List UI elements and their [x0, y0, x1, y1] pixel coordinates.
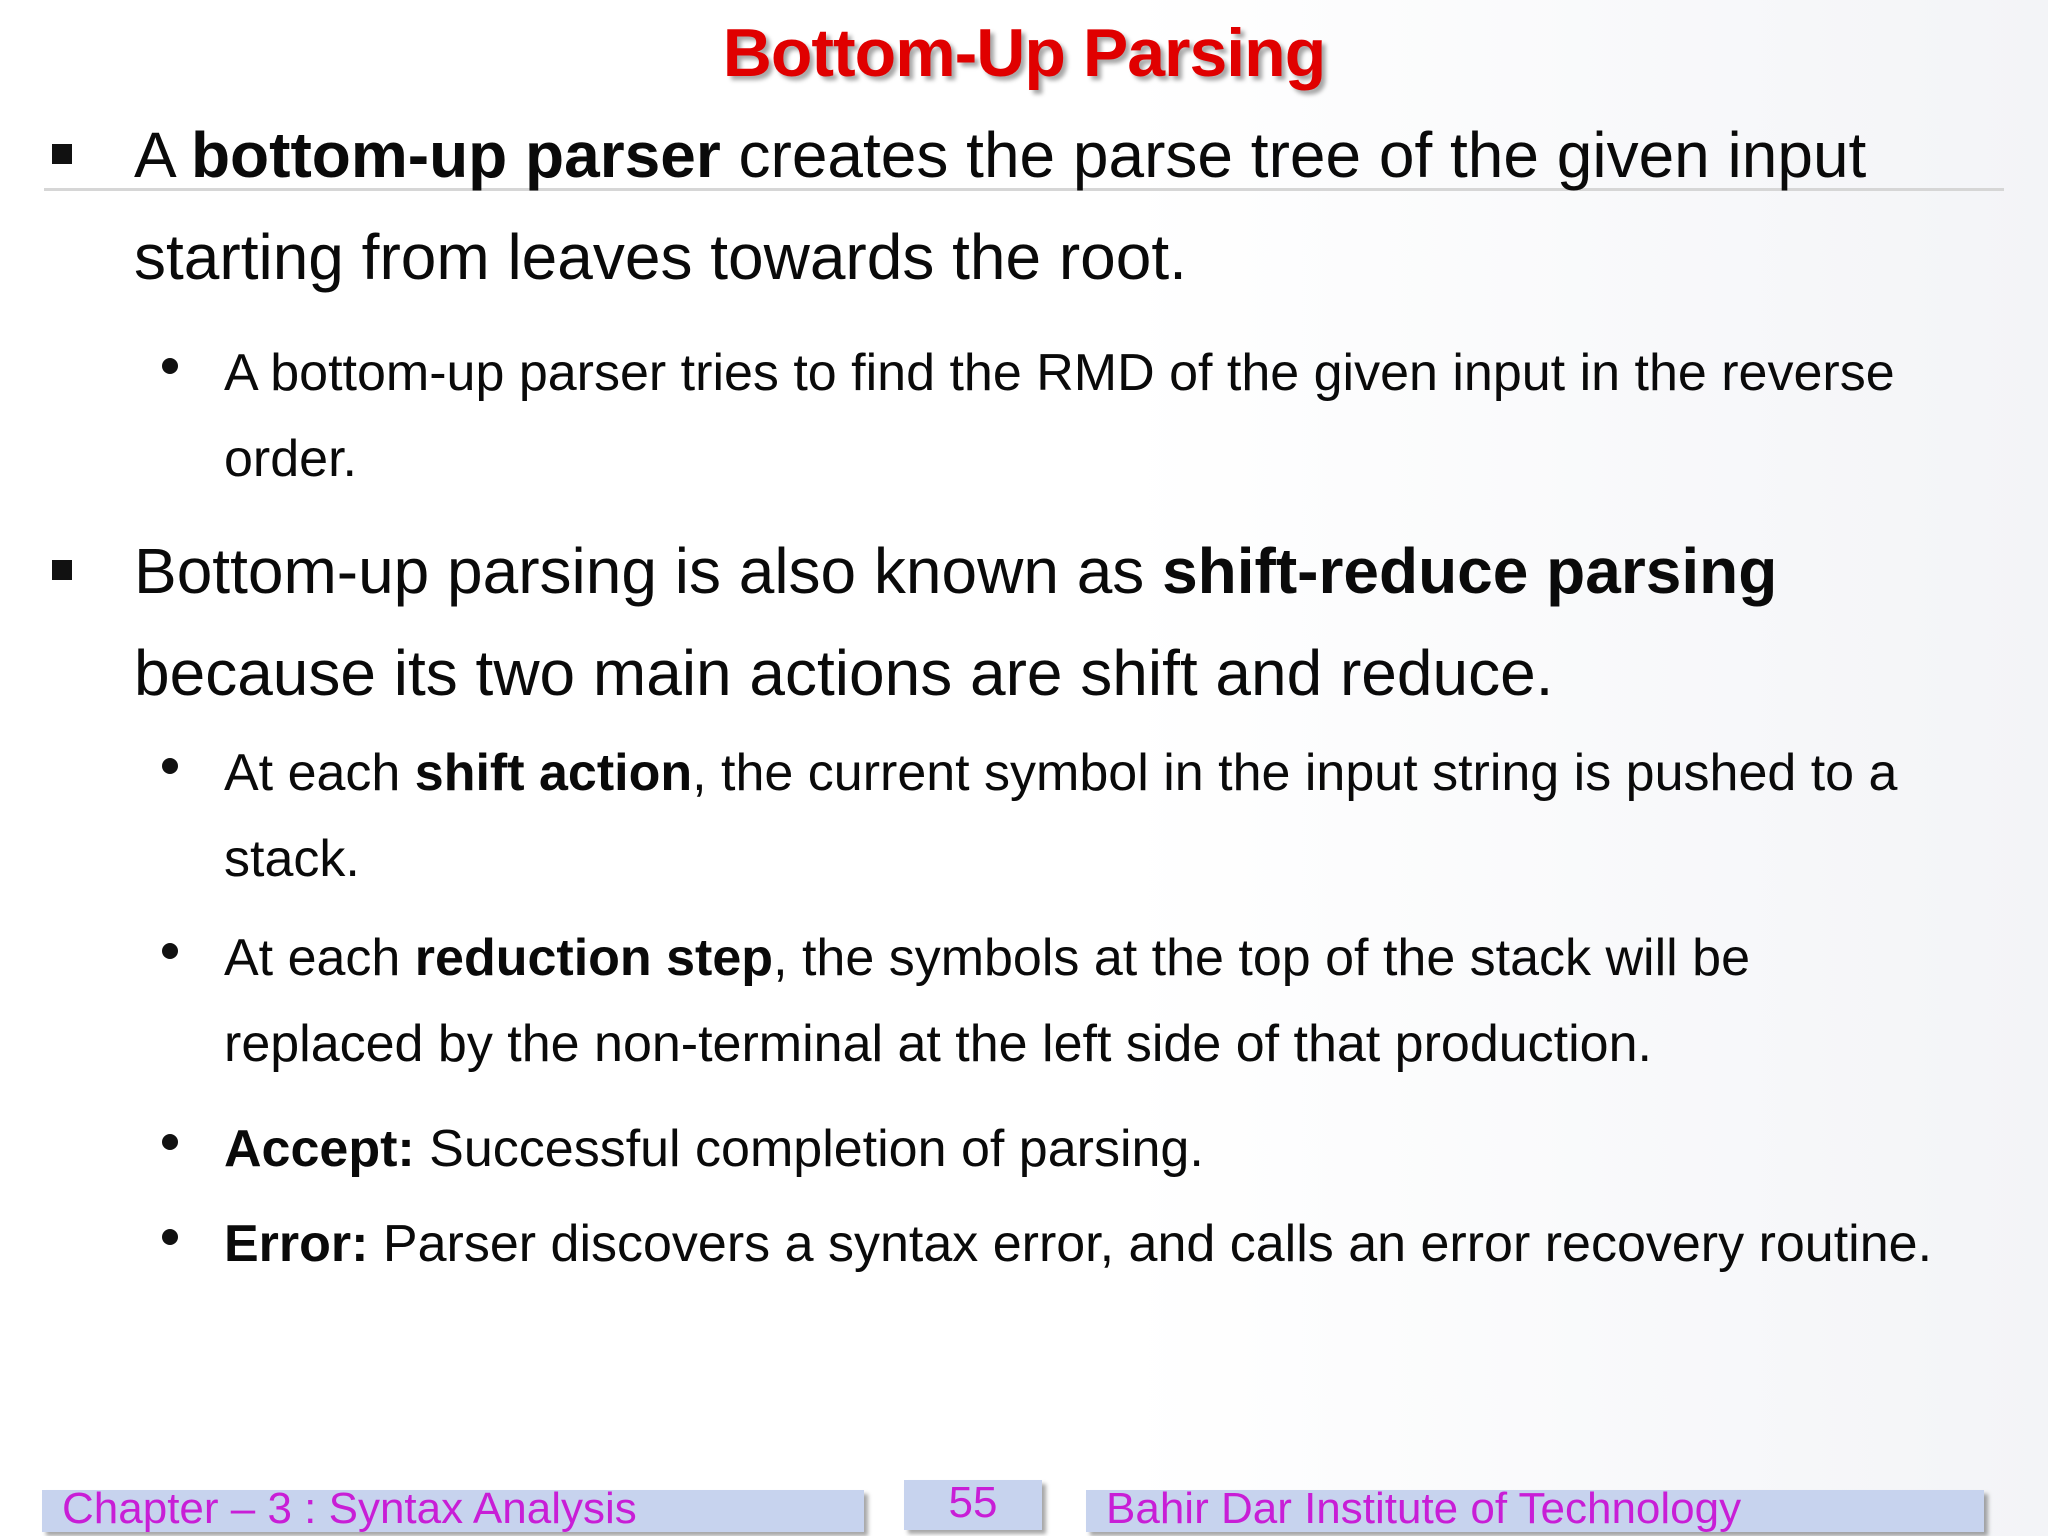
square-bullet-icon [52, 560, 72, 580]
subbullet-reduction-step [224, 915, 1944, 1087]
round-bullet-icon [162, 358, 178, 374]
subbullet-bold-term: shift action [414, 744, 693, 802]
round-bullet-icon [162, 1134, 178, 1150]
footer-chapter: Chapter – 3 : Syntax Analysis [62, 1484, 637, 1533]
subbullet-bold-term: Accept: [224, 1120, 415, 1178]
bullet-text: Bottom-up parsing is also known as [134, 535, 1163, 607]
bullet-text: because its two main actions are shift and reduce. [134, 637, 1554, 709]
subbullet-shift-action [224, 730, 1944, 902]
bullet-text: A [134, 119, 191, 191]
bullet-bold-term: shift-reduce parsing [1162, 535, 1778, 607]
bullet-bottom-up-parser [134, 104, 1974, 308]
subbullet-accept [224, 1106, 1944, 1192]
round-bullet-icon [162, 943, 178, 959]
subbullet-bold-term: Error: [224, 1215, 369, 1273]
subbullet-text: At each [224, 744, 415, 802]
subbullet-text: A bottom-up parser tries to find the RMD of the given input in the reverse order. [224, 344, 1895, 488]
footer-institute: Bahir Dar Institute of Technology [1106, 1484, 1742, 1533]
subbullet-rmd [224, 330, 1944, 502]
square-bullet-icon [52, 144, 72, 164]
bullet-text: creates the parse tree of the given input starting from leaves towards the root. [134, 119, 1867, 293]
page-number: 55 [948, 1478, 998, 1527]
subbullet-text: , the current symbol in the input string is pushed to a stack. [224, 744, 1898, 888]
subbullet-text: Parser discovers a syntax error, and calls an error recovery routine. [368, 1215, 1933, 1273]
slide-title: Bottom-Up Parsing [722, 15, 1326, 91]
subbullet-text: , the symbols at the top of the stack will be replaced by the non-terminal at the left side of that production. [224, 929, 1750, 1073]
subbullet-text: Successful completion of parsing. [414, 1120, 1204, 1178]
bullet-shift-reduce [134, 520, 1974, 724]
subbullet-text: At each [224, 929, 415, 987]
bullet-bold-term: bottom-up parser [190, 119, 721, 191]
subbullet-bold-term: reduction step [414, 929, 774, 987]
round-bullet-icon [162, 758, 178, 774]
round-bullet-icon [162, 1229, 178, 1245]
subbullet-error [224, 1201, 1944, 1287]
